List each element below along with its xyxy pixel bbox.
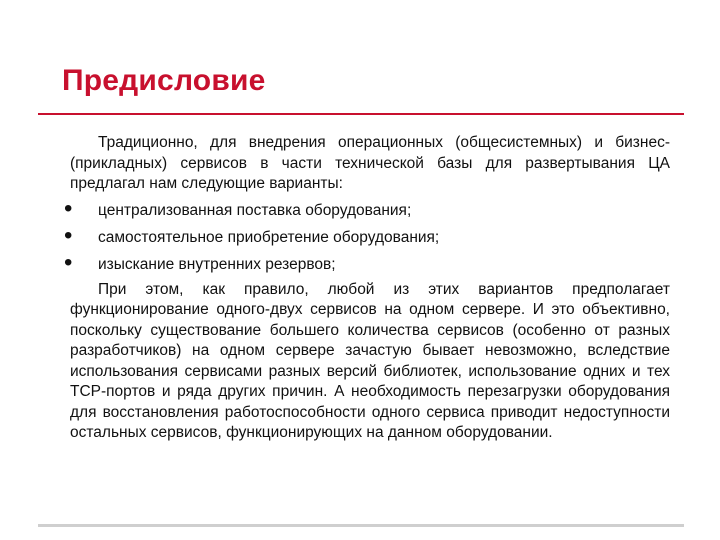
conclusion-paragraph: При этом, как правило, любой из этих вариантов предполагает функционирование одного-двух сервисов на одном сервере. И это объективно, поскольку существование большего количества сервисов (особенно от разных разработчиков) на одном сервере зачастую бывает невозможно, вследствие использования сервисами разных версий библиотек, использование одних и тех TCP-портов и ряда других причин. А необходимость перезагрузки оборудования для восстановления работоспособности одного сервиса приводит недоступности остальных сервисов, функционирующих на данном оборудовании. [70, 280, 670, 441]
list-item [64, 248, 670, 278]
list-item [64, 221, 670, 251]
bullet-icon: • [64, 248, 73, 276]
slide-title: Предисловие [62, 64, 266, 97]
bullet-icon: • [64, 221, 73, 249]
title-divider [38, 113, 684, 115]
list-item [64, 194, 670, 224]
footer-divider [38, 524, 684, 527]
intro-paragraph: Традиционно, для внедрения операционных (общесистемных) и бизнес- (прикладных) сервисов в части технической базы для развертывания ЦА предлагал нам следующие варианты: [70, 134, 670, 192]
slide-body [64, 133, 670, 444]
bullet-list [64, 194, 670, 278]
bullet-icon: • [64, 194, 73, 222]
list-item-text: централизованная поставка оборудования; [98, 201, 412, 219]
list-item-text: изыскание внутренних резервов; [98, 255, 336, 273]
list-item-text: самостоятельное приобретение оборудования; [98, 228, 440, 246]
